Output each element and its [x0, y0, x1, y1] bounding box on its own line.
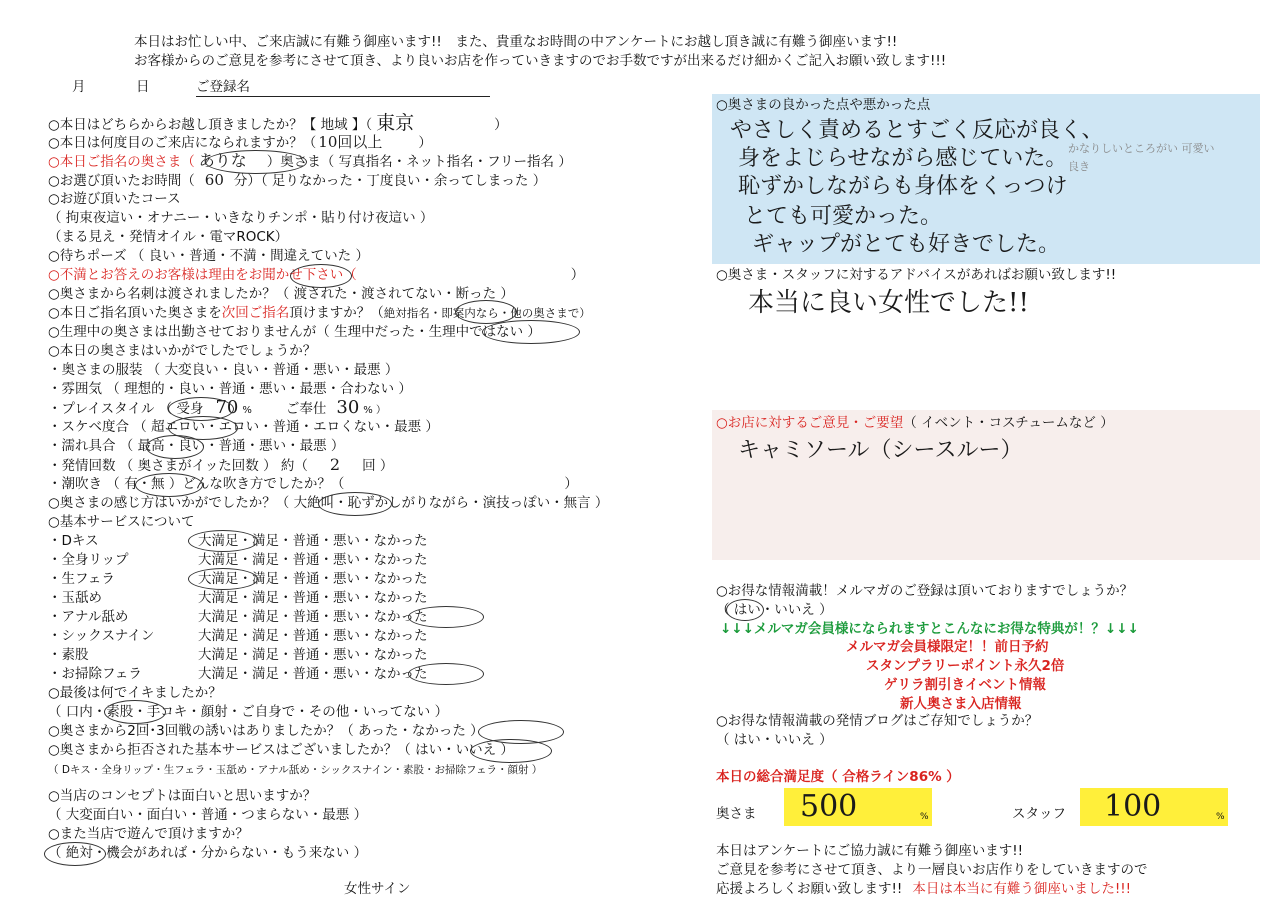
- signature-label: 女性サイン: [344, 881, 411, 897]
- circle-mark: [146, 435, 204, 459]
- shop-request-hand: キャミソール（シースルー）: [738, 438, 1023, 463]
- perk-3: ゲリラ割引きイベント情報: [884, 677, 1046, 693]
- header-line-2: お客様からのご意見を参考にさせて頂き、より良いお店を作っていきますのでお手数ですが出来るだけ細かくご記入お願い致します!!!: [134, 53, 947, 69]
- service-dkiss: ・Dキス 大満足・満足・普通・悪い・なかった: [48, 533, 428, 549]
- rating-lewdness: ・スケベ度合 （ 超エロい・エロい・普通・エロくない・最悪 ）: [48, 419, 439, 435]
- q-wife-rating: ○本日の奥さまはいかがでしたでしょうか？: [48, 343, 317, 359]
- registered-name-label: ご登録名: [196, 78, 490, 97]
- rating-outfit: ・奥さまの服装 （ 大変良い・良い・普通・悪い・最悪 ）: [48, 362, 399, 378]
- q-concept: ○当店のコンセプトは面白いと思いますか？: [48, 788, 317, 804]
- q-business-card: ○奥さまから名刺は渡されましたか？（ 渡された・渡されてない・断った ）: [48, 286, 514, 302]
- q-revisit: ○また当店で遊んで頂けますか？: [48, 826, 249, 842]
- feedback-side-note: かなりしいところがい 可愛い良き: [1068, 142, 1215, 173]
- service-sumata: ・素股 大満足・満足・普通・悪い・なかった: [48, 647, 428, 663]
- rating-wetness: ・濡れ具合 （ 最高・良い・普通・悪い・最悪 ）: [48, 438, 345, 454]
- rating-play-style: ・プレイスタイル （ 受身 70 % ご奉仕 30 % ）: [48, 397, 386, 418]
- rating-squirting: ・潮吹き （ 有・無 ）どんな吹き方でしたか？（ ）: [48, 476, 578, 492]
- circle-mark: [726, 599, 764, 621]
- closing-line-3: 応援よろしくお願い致します!! 本日は本当に有難う御座いました!!!: [716, 881, 1132, 897]
- q-refused-service: ○奥さまから拒否された基本サービスはございましたか？（ はい・いいえ ）: [48, 742, 514, 758]
- day-label: 日: [136, 79, 150, 95]
- circle-mark: [135, 473, 203, 497]
- q-multiple-rounds: ○奥さまから2回･3回戦の誘いはありましたか？（ あった・なかった ）: [48, 723, 484, 739]
- satisfaction-title: 本日の総合満足度（ 合格ライン86% ）: [716, 769, 960, 785]
- feedback-hand-line-5: ギャップがとても好きでした。: [752, 232, 1061, 257]
- q-visit-count: ○本日は何度目のご来店になられますか？（ 10回以上 ）: [48, 133, 432, 151]
- circle-mark: [44, 842, 106, 866]
- rating-atmosphere: ・雰囲気 （ 理想的・良い・普通・悪い・最悪・合わない ）: [48, 381, 412, 397]
- circle-mark: [188, 568, 258, 590]
- blog-options: （ はい・いいえ ）: [716, 732, 833, 748]
- circle-mark: [470, 739, 552, 763]
- feedback-hand-line-1: やさしく責めるとすごく反応が良く、: [730, 118, 1104, 143]
- satisfaction-staff-value: 100: [1104, 789, 1162, 824]
- blog-question: ○お得な情報満載の発情ブログはご存知でしょうか？: [716, 713, 1039, 729]
- advice-hand: 本当に良い女性でした!!: [748, 288, 1029, 318]
- shop-request-panel: [712, 410, 1260, 560]
- q-course-options-b: （まる見え・発情オイル・電マROCK）: [48, 229, 289, 245]
- rating-orgasm-count: ・発情回数 （ 奥さまがイッた回数 ） 約（ 2 回 ）: [48, 455, 394, 474]
- service-sixty-nine: ・シックスナイン 大満足・満足・普通・悪い・なかった: [48, 628, 428, 644]
- q-basic-services: ○基本サービスについて: [48, 514, 195, 530]
- circle-mark: [290, 264, 352, 288]
- q-refused-service-list: （ Dキス・全身リップ・生フェラ・玉舐め・アナル舐め・シックスナイン・素股・お掃除フェラ・顔射 ）: [48, 764, 543, 776]
- q-waiting-pose: ○待ちポーズ （ 良い・普通・不満・間違えていた ）: [48, 248, 369, 264]
- service-cleanup-fera: ・お掃除フェラ 大満足・満足・普通・悪い・なかった: [48, 666, 428, 682]
- closing-line-1: 本日はアンケートにご協力誠に有難う御座います!!: [716, 843, 1024, 859]
- perk-4: 新人奥さま入店情報: [900, 696, 1022, 712]
- circle-mark: [408, 606, 484, 628]
- feedback-title: ○奥さまの良かった点や悪かった点: [716, 97, 931, 113]
- circle-mark: [482, 320, 580, 344]
- feedback-hand-line-3: 恥ずかしながらも身体をくっつけ: [738, 174, 1068, 199]
- satisfaction-okusama-pct: %: [920, 812, 929, 822]
- circle-mark: [318, 492, 392, 516]
- q-revisit-options: （ 絶対・機会があれば・分からない・もう来ない ）: [48, 845, 368, 861]
- q-dissatisfied-reason: ○不満とお答えのお客様は理由をお聞かせ下さい（ ）: [48, 267, 585, 283]
- q-region: ○本日はどちらからお越し頂きましたか？【 地域 】（ 東京 ）: [48, 112, 508, 134]
- satisfaction-okusama-value: 500: [800, 789, 858, 824]
- mailmag-question: ○お得な情報満載！メルマガのご登録は頂いておりますでしょうか？: [716, 583, 1134, 599]
- service-full-body-lip: ・全身リップ 大満足・満足・普通・悪い・なかった: [48, 552, 428, 568]
- mailmag-perks-banner: ↓↓↓メルマガ会員様になられますとこんなにお得な特典が！？↓↓↓: [720, 621, 1139, 637]
- satisfaction-okusama-label: 奥さま: [716, 806, 757, 822]
- service-tamaname: ・玉舐め 大満足・満足・普通・悪い・なかった: [48, 590, 428, 606]
- circle-mark: [408, 663, 484, 685]
- shop-request-title: ○お店に対するご意見・ご要望（ イベント・コスチュームなど ）: [716, 415, 1114, 431]
- service-nama-fera: ・生フェラ 大満足・満足・普通・悪い・なかった: [48, 571, 428, 587]
- circle-mark: [188, 530, 258, 552]
- mailmag-options: （ はい・いいえ ）: [716, 602, 833, 618]
- perk-2: スタンプラリーポイント永久2倍: [866, 658, 1065, 674]
- q-next-designation: ○本日ご指名頂いた奥さまを次回ご指名頂けますか？（絶対指名・即案内なら・他の奥さまで）: [48, 305, 591, 321]
- satisfaction-staff-pct: %: [1216, 812, 1225, 822]
- month-label: 月: [72, 79, 86, 95]
- circle-mark: [205, 150, 307, 174]
- circle-mark: [104, 700, 166, 724]
- closing-line-2: ご意見を参考にさせて頂き、より一層良いお店作りをしていきますので: [716, 862, 1148, 878]
- q-finish-options: （ 口内・素股・手コキ・顔射・ご自身で・その他・いってない ）: [48, 704, 449, 720]
- q-menstruation: ○生理中の奥さまは出勤させておりませんが（ 生理中だった・生理中ではない ）: [48, 324, 541, 340]
- q-time: ○お選び頂いたお時間（ 60 分）（ 足りなかった・丁度良い・余ってしまった ）: [48, 171, 547, 189]
- q-designated-wife: ○本日ご指名の奥さま（ ありな ）奥さま（ 写真指名・ネット指名・フリー指名 ）: [48, 151, 572, 170]
- q-reaction: ○奥さまの感じ方はいかがでしたか？（ 大絶叫・恥ずかしがりながら・演技っぽい・無言 ）: [48, 495, 609, 511]
- q-finish: ○最後は何でイキましたか？: [48, 685, 222, 701]
- advice-title: ○奥さま・スタッフに対するアドバイスがあればお願い致します!!: [716, 267, 1117, 283]
- q-concept-options: （ 大変面白い・面白い・普通・つまらない・最悪 ）: [48, 807, 368, 823]
- q-course: ○お遊び頂いたコース: [48, 191, 181, 207]
- perk-1: メルマガ会員様限定！！前日予約: [846, 639, 1049, 655]
- feedback-hand-line-4: とても可愛かった。: [744, 204, 943, 229]
- q-course-options-a: （ 拘束夜這い・オナニー・いきなりチンポ・貼り付け夜這い ）: [48, 210, 434, 226]
- satisfaction-staff-label: スタッフ: [1012, 806, 1066, 822]
- service-anal-name: ・アナル舐め 大満足・満足・普通・悪い・なかった: [48, 609, 428, 625]
- header-line-1: 本日はお忙しい中、ご来店誠に有難う御座います!! また、貴重なお時間の中アンケートにお越し頂き誠に有難う御座います!!: [134, 34, 898, 50]
- feedback-hand-line-2: 身をよじらせながら感じていた。: [738, 146, 1068, 171]
